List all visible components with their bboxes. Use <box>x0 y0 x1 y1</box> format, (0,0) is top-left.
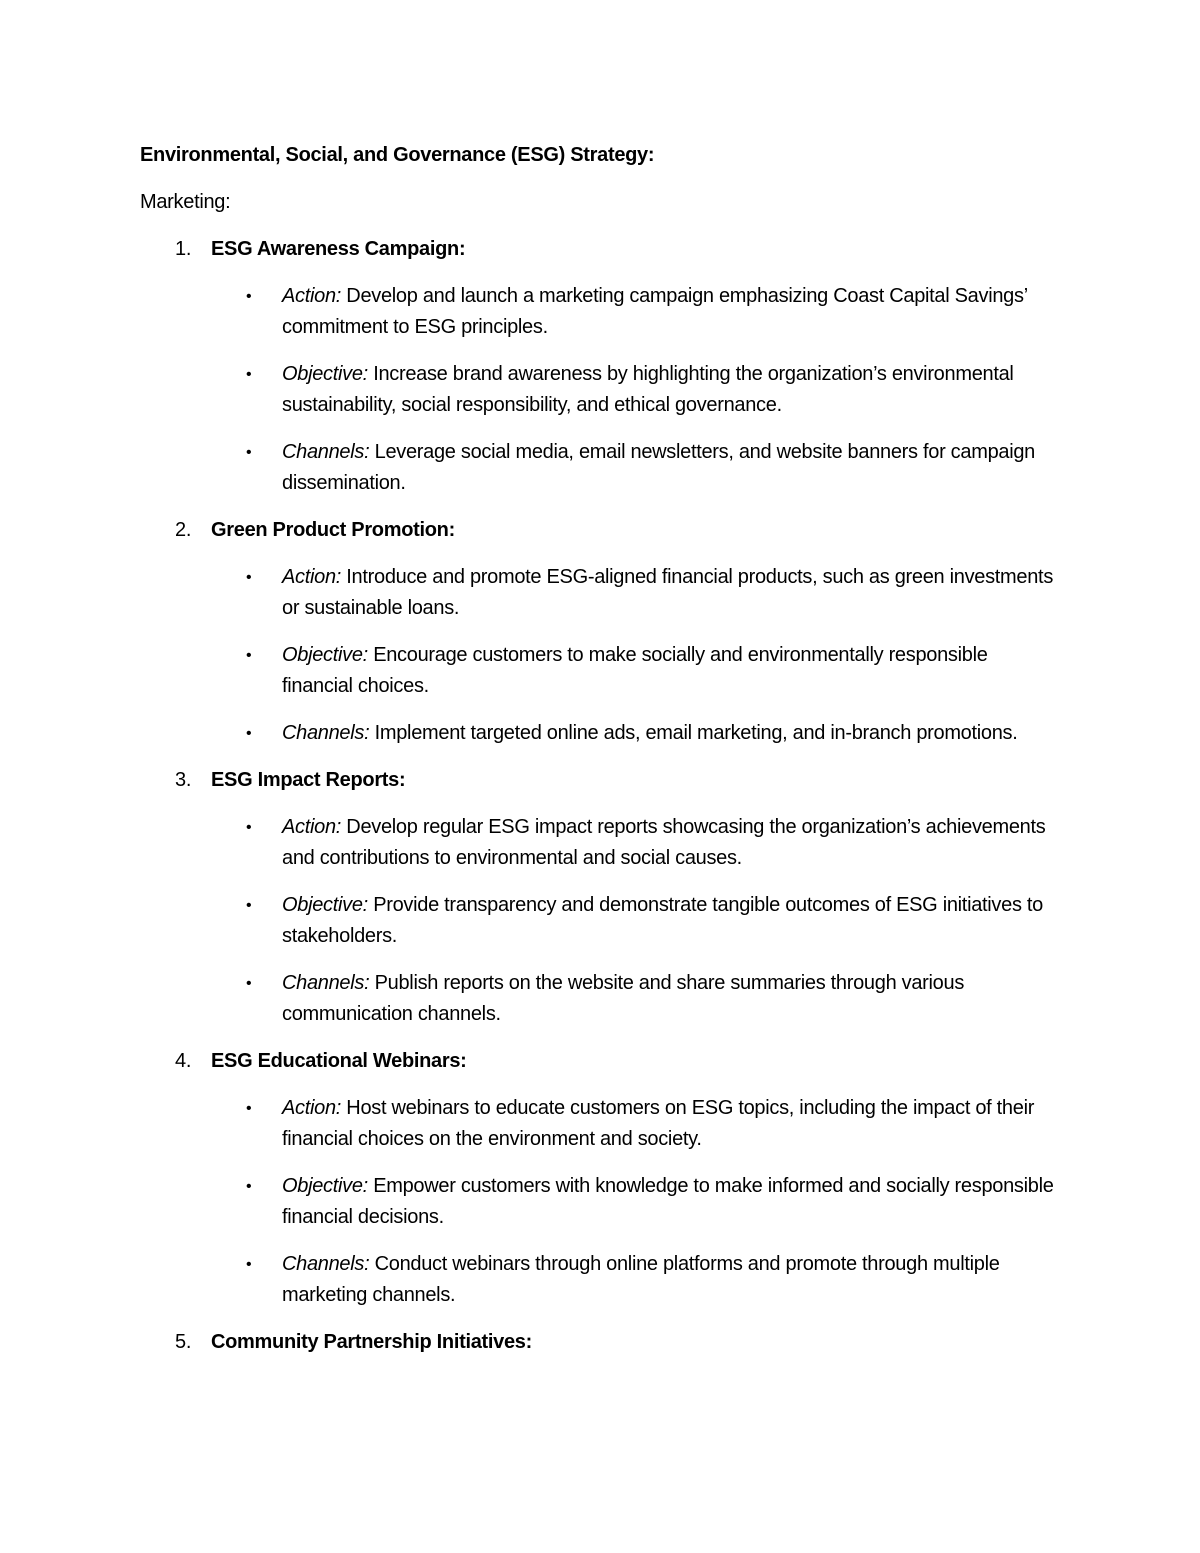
item-heading <box>140 1327 1060 1358</box>
bullet-item <box>140 718 1060 749</box>
item-heading-text: Green Product Promotion: <box>211 519 455 541</box>
bullet-label: Objective: <box>282 363 368 385</box>
bullet-list <box>140 281 1060 499</box>
bullet-label: Action: <box>282 1097 342 1119</box>
list-item <box>140 1046 1060 1311</box>
bullet-item <box>140 1171 1060 1233</box>
bullet-item <box>140 640 1060 702</box>
bullet-text: Develop regular ESG impact reports showcasing the organization’s achievements and contributions to environmental and social causes. <box>282 816 1046 869</box>
bullet-text: Develop and launch a marketing campaign emphasizing Coast Capital Savings’ commitment to ESG principles. <box>282 285 1028 338</box>
bullet-item <box>140 562 1060 624</box>
bullet-dot-icon: • <box>246 366 252 383</box>
strategy-list <box>140 234 1060 1358</box>
bullet-text: Increase brand awareness by highlighting the organization’s environmental sustainability, social responsibility, and ethical governance. <box>282 363 1014 416</box>
item-heading <box>140 234 1060 265</box>
item-heading <box>140 1046 1060 1077</box>
bullet-text: Conduct webinars through online platforms and promote through multiple marketing channels. <box>282 1253 1000 1306</box>
document-page <box>140 140 1060 1374</box>
bullet-label: Objective: <box>282 1175 368 1197</box>
item-heading-text: ESG Awareness Campaign: <box>211 238 466 260</box>
list-item <box>140 515 1060 749</box>
bullet-item <box>140 281 1060 343</box>
bullet-label: Channels: <box>282 441 370 463</box>
document-title: Environmental, Social, and Governance (ESG) Strategy: <box>140 144 655 166</box>
bullet-item <box>140 359 1060 421</box>
bullet-label: Action: <box>282 285 342 307</box>
bullet-item <box>140 812 1060 874</box>
item-heading <box>140 515 1060 546</box>
bullet-label: Action: <box>282 816 342 838</box>
section-label: Marketing: <box>140 191 231 213</box>
bullet-dot-icon: • <box>246 647 252 664</box>
bullet-text: Encourage customers to make socially and environmentally responsible financial choices. <box>282 644 988 697</box>
bullet-label: Channels: <box>282 972 370 994</box>
bullet-dot-icon: • <box>246 569 252 586</box>
bullet-text: Introduce and promote ESG-aligned financial products, such as green investments or sustainable loans. <box>282 566 1054 619</box>
bullet-label: Channels: <box>282 722 370 744</box>
list-item <box>140 234 1060 499</box>
bullet-dot-icon: • <box>246 897 252 914</box>
item-number: 4. <box>175 1050 192 1072</box>
item-number: 3. <box>175 769 192 791</box>
item-heading <box>140 765 1060 796</box>
list-item <box>140 765 1060 1030</box>
bullet-label: Objective: <box>282 894 368 916</box>
list-item <box>140 1327 1060 1358</box>
bullet-dot-icon: • <box>246 444 252 461</box>
bullet-text: Empower customers with knowledge to make informed and socially responsible financial decisions. <box>282 1175 1054 1228</box>
bullet-list <box>140 562 1060 749</box>
bullet-dot-icon: • <box>246 975 252 992</box>
bullet-dot-icon: • <box>246 725 252 742</box>
bullet-item <box>140 1093 1060 1155</box>
item-number: 5. <box>175 1331 192 1353</box>
bullet-item <box>140 968 1060 1030</box>
bullet-item <box>140 1249 1060 1311</box>
bullet-item <box>140 890 1060 952</box>
item-heading-text: ESG Impact Reports: <box>211 769 406 791</box>
item-number: 2. <box>175 519 192 541</box>
bullet-label: Objective: <box>282 644 368 666</box>
bullet-dot-icon: • <box>246 1100 252 1117</box>
bullet-text: Implement targeted online ads, email marketing, and in-branch promotions. <box>369 722 1018 744</box>
bullet-list <box>140 1093 1060 1311</box>
bullet-list <box>140 812 1060 1030</box>
bullet-text: Leverage social media, email newsletters, and website banners for campaign dissemination. <box>282 441 1036 494</box>
bullet-dot-icon: • <box>246 1256 252 1273</box>
bullet-dot-icon: • <box>246 819 252 836</box>
item-heading-text: Community Partnership Initiatives: <box>211 1331 532 1353</box>
bullet-item <box>140 437 1060 499</box>
bullet-label: Channels: <box>282 1253 370 1275</box>
item-heading-text: ESG Educational Webinars: <box>211 1050 467 1072</box>
bullet-dot-icon: • <box>246 288 252 305</box>
bullet-text: Host webinars to educate customers on ESG topics, including the impact of their financial choices on the environment and society. <box>282 1097 1035 1150</box>
bullet-label: Action: <box>282 566 342 588</box>
bullet-dot-icon: • <box>246 1178 252 1195</box>
bullet-text: Publish reports on the website and share summaries through various communication channels. <box>282 972 965 1025</box>
item-number: 1. <box>175 238 192 260</box>
bullet-text: Provide transparency and demonstrate tangible outcomes of ESG initiatives to stakeholders. <box>282 894 1043 947</box>
